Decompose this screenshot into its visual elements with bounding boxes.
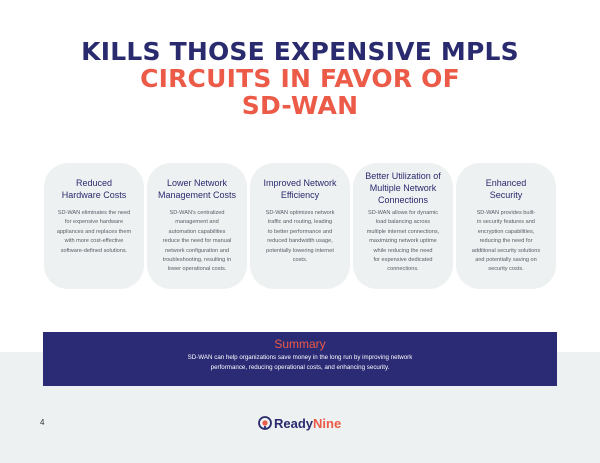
card-desc-line: and potentially saving on [475,257,537,264]
card-heading [456,177,556,201]
logo-text-ready: Ready [274,415,314,431]
card-desc-line: network configuration and [164,247,230,254]
card-heading [44,177,144,201]
card-heading-line: Better Utilization of [365,171,441,181]
readynine-logo-icon [258,416,272,430]
card-desc-line: load balancing across [375,219,431,226]
card-heading-line: Management Costs [157,190,237,200]
card-lower-network-management-costs [147,163,247,289]
summary-text: SD-WAN can help organizations save money in the long run by improving network performance, reducing operational costs, and enhancing security. [187,354,413,371]
card-desc-line: SD-WAN eliminates the need [57,210,131,216]
page-number: 4 [40,418,45,427]
card-desc-line: connections. [387,266,419,273]
card-desc-line: to better performance and [267,228,333,235]
card-heading [353,170,453,206]
page-title [0,38,600,119]
card-desc-line: security costs. [488,266,524,273]
card-enhanced-security [456,163,556,289]
card-desc-line: for expensive dedicated [373,257,433,264]
card-description [147,209,247,275]
card-heading-line: Reduced [75,178,113,188]
card-desc-line: maximizing network uptime [369,238,437,245]
card-heading [147,177,247,201]
card-heading [250,177,350,201]
card-desc-line: SD-WAN optimizes network [265,210,335,216]
card-improved-network-efficiency [250,163,350,289]
card-desc-line: costs. [292,257,308,264]
summary-box [43,332,557,386]
card-better-utilization-multiple-connections [353,163,453,289]
card-heading-line: Improved Network [263,178,337,188]
card-desc-line: reduced bandwidth usage, [267,238,333,245]
card-heading-line: Connections [377,195,429,205]
card-heading-line: Security [489,190,523,200]
card-desc-line: traffic and routing, leading [267,219,333,226]
card-desc-line: management and [175,219,219,226]
card-description [250,209,350,265]
card-heading-line: Efficiency [280,190,320,200]
title-line-1: KILLS THOSE EXPENSIVE MPLS [81,37,519,66]
card-description [456,209,556,275]
card-desc-line: encryption capabilities, [477,228,535,235]
card-desc-line: reduce the need for manual [162,238,232,245]
card-desc-line: with more cost-effective [64,238,124,245]
card-desc-line: SD-WAN's centralized [169,210,225,216]
benefit-cards [44,163,556,289]
card-desc-line: multiple internet connections, [366,228,440,235]
card-reduced-hardware-costs [44,163,144,289]
card-desc-line: lower operational costs. [167,266,227,273]
title-line-2: CIRCUITS IN FAVOR OF [140,64,460,93]
card-desc-line: in security features and [477,219,535,226]
card-desc-line: additional security solutions [471,247,541,254]
summary-title: Summary [274,337,326,351]
card-heading-line: Hardware Costs [61,190,127,200]
card-desc-line: automation capabilities [168,228,226,235]
card-description [353,209,453,275]
card-desc-line: SD-WAN provides built- [476,210,536,216]
readynine-logo [258,414,341,432]
card-desc-line: software-defined solutions. [60,247,128,254]
card-description [44,209,144,256]
card-heading-line: Lower Network [166,178,228,188]
card-desc-line: while reducing the need [373,247,433,254]
card-desc-line: troubleshooting, resulting in [162,257,232,264]
card-desc-line: for expensive hardware [64,219,124,226]
logo-text-nine: Nine [313,415,342,431]
card-desc-line: appliances and replaces them [56,228,132,235]
card-heading-line: Multiple Network [369,183,437,193]
card-heading-line: Enhanced [485,178,527,188]
card-desc-line: reducing the need for [479,238,533,245]
title-line-3: SD-WAN [241,91,359,120]
card-desc-line: potentially lowering internet [266,247,334,254]
card-desc-line: SD-WAN allows for dynamic [367,210,439,216]
